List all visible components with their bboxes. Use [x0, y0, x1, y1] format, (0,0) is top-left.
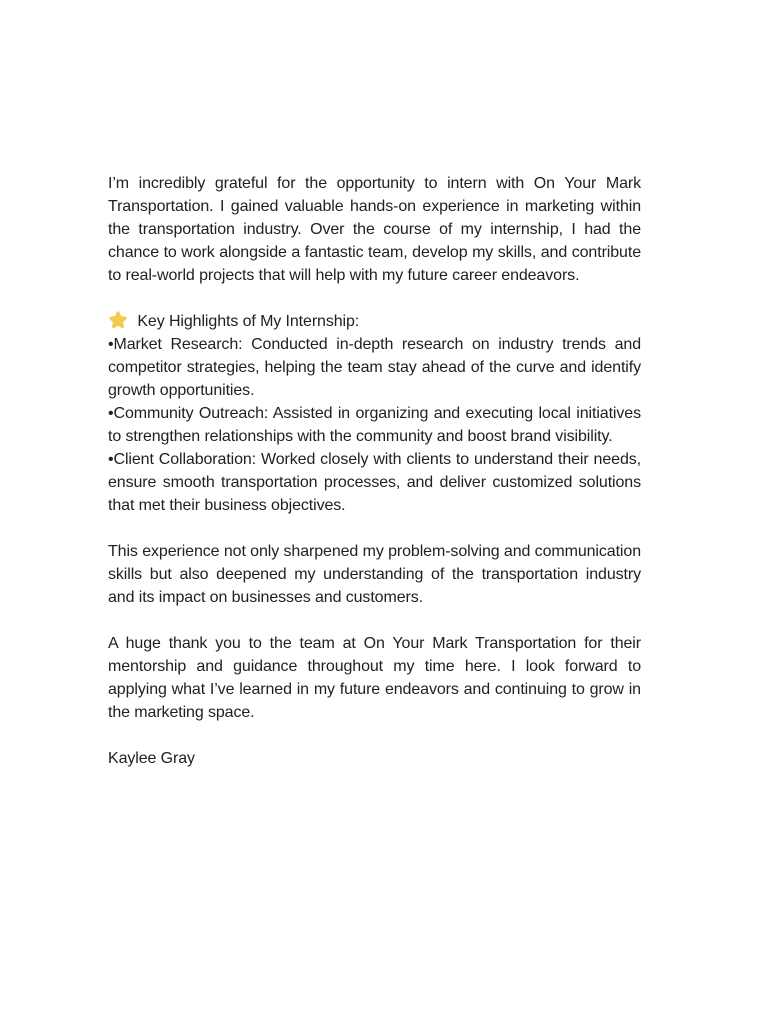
highlights-heading-line	[108, 310, 641, 333]
signature: Kaylee Gray	[108, 750, 195, 767]
letter-body	[108, 172, 641, 793]
experience-paragraph: This experience not only sharpened my problem-solving and communication skills but also deepened my understanding of the transportation industry and its impact on businesses and customers.	[108, 543, 641, 606]
highlights-heading: Key Highlights of My Internship:	[137, 313, 360, 330]
bullet-market-research: •Market Research: Conducted in-depth research on industry trends and competitor strategies, helping the team stay ahead of the curve and identify growth opportunities.	[108, 336, 641, 399]
bullet-client-collaboration: •Client Collaboration: Worked closely with clients to understand their needs, ensure smooth transportation processes, and deliver customized solutions that met their business objectives.	[108, 451, 641, 514]
star-icon	[108, 310, 128, 330]
intro-paragraph: I’m incredibly grateful for the opportunity to intern with On Your Mark Transportation. I gained valuable hands-on experience in marketing within the transportation industry. Over the course of my internship, I had the chance to work alongside a fantastic team, develop my skills, and contribute to real-world projects that will help with my future career endeavors.	[108, 175, 641, 284]
highlights-section	[108, 310, 641, 517]
bullet-community-outreach: •Community Outreach: Assisted in organizing and executing local initiatives to strengthen relationships with the community and boost brand visibility.	[108, 405, 641, 445]
thanks-paragraph: A huge thank you to the team at On Your Mark Transportation for their mentorship and guidance throughout my time here. I look forward to applying what I’ve learned in my future endeavors and continuing to grow in the marketing space.	[108, 635, 641, 721]
